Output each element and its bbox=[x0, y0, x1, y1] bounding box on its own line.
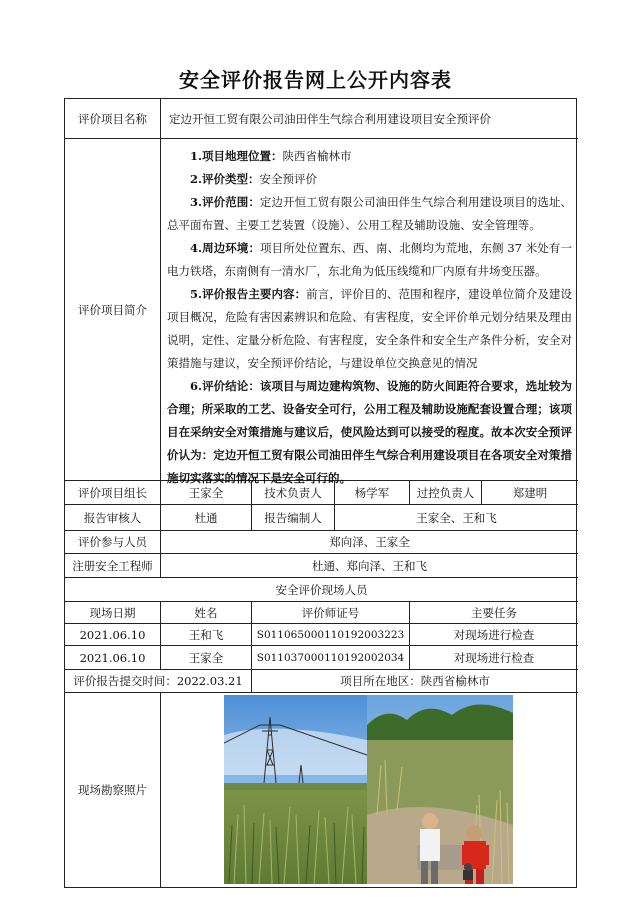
site-row-date: 2021.06.10 bbox=[65, 624, 161, 646]
submit-time: 评价报告提交时间：2022.03.21 bbox=[65, 670, 252, 693]
site-header-name: 姓名 bbox=[161, 602, 252, 624]
site-row-task: 对现场进行检查 bbox=[410, 646, 578, 670]
writer-label: 报告编制人 bbox=[252, 505, 335, 531]
intro-label: 评价项目简介 bbox=[65, 139, 161, 481]
project-name-value: 定边开恒工贸有限公司油田伴生气综合利用建设项目安全预评价 bbox=[161, 99, 578, 139]
site-row-cert: S011037000110192002034 bbox=[252, 646, 410, 670]
report-table bbox=[64, 98, 577, 888]
site-header-task: 主要任务 bbox=[410, 602, 578, 624]
content-label: 5.评价报告主要内容： bbox=[190, 287, 307, 301]
location-label: 1.项目地理位置： bbox=[190, 149, 283, 163]
conclusion-text: 6.评价结论：该项目与周边建构筑物、设施的防火间距符合要求，选址较为合理；所采取的工艺、设备安全可行，公用工程及辅助设施配套设置合理；该项目在采纳安全对策措施与建议后，使风险达到可以接受的程度。故本次安全预评价认为：定边开恒工贸有限公司油田伴生气综合利用建设项目在各项安全对策措施切实落实的情况下是安全可行的。 bbox=[167, 379, 572, 485]
intro-content bbox=[161, 139, 578, 485]
site-row-name: 王和飞 bbox=[161, 624, 252, 646]
reviewer-label: 报告审核人 bbox=[65, 505, 161, 531]
process-value: 郑建明 bbox=[482, 481, 578, 505]
site-row-cert: S011065000110192003223 bbox=[252, 624, 410, 646]
photos-label: 现场勘察照片 bbox=[65, 693, 161, 887]
tech-value: 杨学军 bbox=[335, 481, 410, 505]
type-value: 安全预评价 bbox=[259, 172, 318, 186]
env-label: 4.周边环境： bbox=[190, 241, 261, 255]
participants-label: 评价参与人员 bbox=[65, 531, 161, 554]
participants-value: 郑向泽、王家全 bbox=[161, 531, 578, 554]
writer-value: 王家全、王和飞 bbox=[335, 505, 578, 531]
site-row-name: 王家全 bbox=[161, 646, 252, 670]
leader-label: 评价项目组长 bbox=[65, 481, 161, 505]
process-label: 过控负责人 bbox=[410, 481, 482, 505]
engineers-value: 杜通、郑向泽、王和飞 bbox=[161, 554, 578, 578]
tech-label: 技术负责人 bbox=[252, 481, 335, 505]
content-value: 前言，评价目的、范围和程序，建设单位简介及建设项目概况，危险有害因素辨识和危险、有害程度，安全评价单元划分结果及理由说明，定性、定量分析危险、有害程度，安全条件和安全生产条件分析，安全对策措施与建议，安全预评价结论，与建设单位交换意见的情况 bbox=[167, 287, 572, 370]
env-value: 项目所处位置东、西、南、北侧均为荒地，东侧 37 米处有一电力铁塔，东南侧有一清水厂，东北角为低压线缆和厂内原有井场变压器。 bbox=[167, 241, 572, 278]
project-name-label: 评价项目名称 bbox=[65, 99, 161, 139]
leader-value: 王家全 bbox=[161, 481, 252, 505]
reviewer-value: 杜通 bbox=[161, 505, 252, 531]
site-photo-inspectors bbox=[367, 695, 513, 884]
location-value: 陕西省榆林市 bbox=[282, 149, 352, 163]
site-header-date: 现场日期 bbox=[65, 602, 161, 624]
type-label: 2.评价类型： bbox=[190, 172, 260, 186]
site-row-task: 对现场进行检查 bbox=[410, 624, 578, 646]
site-header-cert: 评价师证号 bbox=[252, 602, 410, 624]
scope-value: 定边开恒工贸有限公司油田伴生气综合利用建设项目的选址、总平面布置、主要工艺装置（设施）、公用工程及辅助设施、安全管理等。 bbox=[167, 195, 572, 232]
site-photo-tower bbox=[224, 695, 367, 884]
project-region: 项目所在地区：陕西省榆林市 bbox=[252, 670, 578, 693]
engineers-label: 注册安全工程师 bbox=[65, 554, 161, 578]
site-row-date: 2021.06.10 bbox=[65, 646, 161, 670]
site-section-title: 安全评价现场人员 bbox=[65, 578, 578, 602]
page-title: 安全评价报告网上公开内容表 bbox=[179, 68, 452, 92]
scope-label: 3.评价范围： bbox=[190, 195, 260, 209]
